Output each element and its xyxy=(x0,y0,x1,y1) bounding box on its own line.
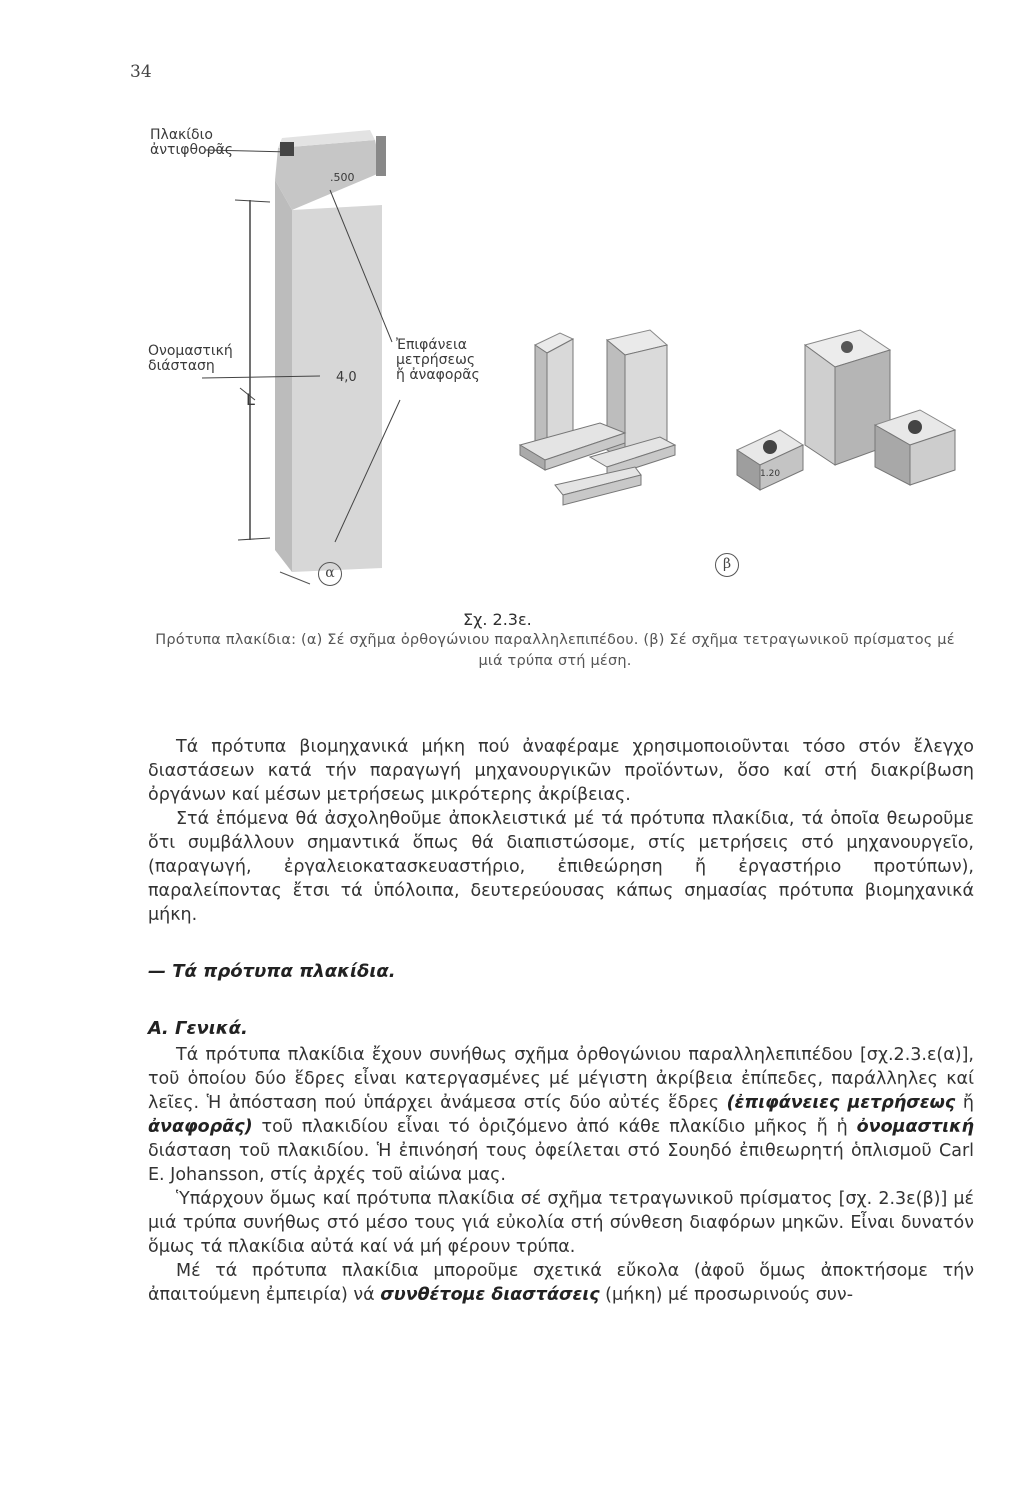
term-reference: ἀναφορᾶς) xyxy=(148,1117,253,1137)
gauge-mark-top: .500 xyxy=(330,171,355,184)
section-heading: — Τά πρότυπα πλακίδια. xyxy=(148,961,396,982)
figure-caption: Πρότυπα πλακίδια: (α) Σέ σχῆμα ὀρθογώνιου παραλληλεπιπέδου. (β) Σέ σχῆμα τετραγωνικοῦ πρίσματος μέ μιά τρύπα στή μέση. xyxy=(155,632,955,669)
subsection-heading: Α. Γενικά. xyxy=(148,1018,248,1039)
term-nominal: ὀνομαστική xyxy=(856,1117,974,1137)
gauge-block-side xyxy=(275,180,292,572)
cube-hole-left xyxy=(763,440,777,454)
term-measuring-surfaces: (ἐπιφάνειες μετρήσεως xyxy=(726,1093,956,1113)
label-wear-plate: Πλακίδιο ἀντιφθορᾶς xyxy=(150,127,233,158)
figure-caption-number: Σχ. 2.3ε. xyxy=(463,610,532,629)
cube-hole-top xyxy=(841,341,853,353)
intro-paragraphs xyxy=(148,735,974,927)
label-nominal-dimension: Ονομαστική διάσταση xyxy=(148,343,233,374)
paragraph-1: Τά πρότυπα βιομηχανικά μήκη πού ἀναφέραμε χρησιμοποιοῦνται τόσο στόν ἔλεγχο διαστάσεων κατά τήν παραγωγή μηχανουργικῶν προϊόντων, ὅσο καί στή διακρίβωση ὀργάνων καί μέσων μετρήσεως μικρότερης ἀκρίβειας. xyxy=(148,737,974,805)
gauge-block-front xyxy=(292,205,382,572)
paragraph-2: Στά ἑπόμενα θά ἀσχοληθοῦμε ἀποκλειστικά μέ τά πρότυπα πλακίδια, τά ὁποῖα θεωροῦμε ὅτι συμβάλλουν σημαντικά ὅπως θά διαπιστώσομε, στίς μετρήσεις στό μηχανουργεῖο, (παραγωγή, ἐργαλειοκατασκευαστήριο, ἐπιθεώρηση ἤ ἐργαστήριο προτύπων), παραλείποντας ἔτσι τά ὑπόλοιπα, δευτερεύουσας κάπως σημασίας πρότυπα βιομηχανικά μήκη. xyxy=(148,809,974,925)
gauge-mark-cube: 1.20 xyxy=(760,469,781,479)
panel-marker-b: β xyxy=(715,553,739,577)
label-measuring-surfaces: Ἐπιφάνεια μετρήσεως ἤ ἀναφορᾶς xyxy=(396,337,480,383)
paragraph-3: Τά πρότυπα πλακίδια ἔχουν συνήθως σχῆμα ὀρθογώνιου παραλληλεπιπέδου [σχ.2.3.ε(α)], τοῦ ὁποίου δύο ἕδρες εἶναι κατεργασμένες μέ μέγιστη ἀκρίβεια ἐπίπεδες, παράλληλες καί λεῖες. Ἡ ἀπόσταση πού ὑπάρχει ἀνάμεσα στίς δύο αὐτές ἕδρες (ἐπιφάνειες μετρήσεως ἤ ἀναφορᾶς) τοῦ πλακιδίου εἶναι τό ὁριζόμενο ἀπό κάθε πλακίδιο μῆκος ἤ ἡ ὀνομαστική διάσταση τοῦ πλακιδίου. Ἡ ἐπινόησή τους ὀφείλεται στό Σουηδό ἐπιθεωρητή ὁπλισμοῦ Carl E. Johansson, στίς ἀρχές τοῦ αἰώνα μας. xyxy=(148,1045,974,1185)
term-compose-dimensions: συνθέτομε διαστάσεις xyxy=(380,1285,600,1305)
paragraph-5: Μέ τά πρότυπα πλακίδια μποροῦμε σχετικά εὔκολα (ἀφοῦ ὅμως ἀποκτήσομε τήν ἀπαιτούμενη ἐμπειρία) νά συνθέτομε διαστάσεις (μήκη) μέ προσωρινούς συν- xyxy=(148,1261,974,1305)
paragraph-4: Ὑπάρχουν ὅμως καί πρότυπα πλακίδια σέ σχῆμα τετραγωνικοῦ πρίσματος [σχ. 2.3ε(β)] μέ μιά τρύπα συνήθως στό μέσο τους γιά εὐκολία στή σύνθεση διαφόρων μηκῶν. Εἶναι δυνατόν ὅμως τά πλακίδια αὐτά καί νά μή φέρουν τρύπα. xyxy=(148,1189,974,1257)
section-a-paragraphs xyxy=(148,1043,974,1307)
page-number: 34 xyxy=(130,62,152,82)
label-L: L xyxy=(246,390,255,409)
figure-rect-blocks xyxy=(515,325,685,510)
panel-marker-a: α xyxy=(318,562,342,586)
cube-hole-right xyxy=(908,420,922,434)
gauge-mark-mid: 4,0 xyxy=(336,370,357,385)
